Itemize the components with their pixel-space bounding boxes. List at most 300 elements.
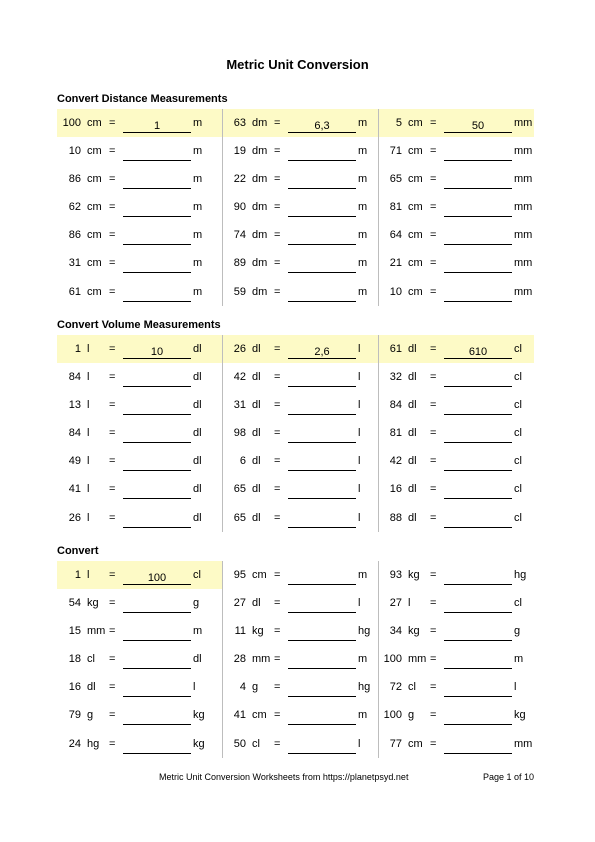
quantity-value: 100 [383, 653, 402, 666]
target-unit: m [358, 653, 368, 666]
equals-sign: = [274, 569, 281, 581]
source-unit: cm [87, 229, 102, 242]
target-unit: mm [514, 737, 533, 750]
source-unit: dm [252, 117, 268, 129]
source-unit: l [87, 511, 90, 524]
problem-cell [57, 673, 222, 701]
quantity-value: 74 [233, 229, 246, 242]
example-cell [222, 109, 378, 137]
source-unit: hg [87, 737, 100, 750]
target-unit: mm [514, 257, 533, 270]
quantity-value: 26 [68, 511, 81, 524]
target-unit: mm [514, 201, 533, 214]
equals-sign: = [430, 201, 437, 214]
target-unit: m [193, 173, 203, 186]
target-unit: mm [514, 117, 533, 129]
answer-blank[interactable]: 100 [123, 572, 191, 585]
quantity-value: 34 [389, 625, 402, 638]
problem-cell [222, 504, 378, 532]
problem-cell [57, 701, 222, 729]
quantity-value: 77 [389, 737, 402, 750]
quantity-value: 54 [68, 597, 81, 610]
target-unit: m [193, 145, 203, 158]
equals-sign: = [274, 117, 281, 129]
answer-blank[interactable] [288, 684, 356, 697]
target-unit: cl [514, 597, 522, 610]
target-unit: hg [358, 681, 371, 694]
source-unit: dl [408, 399, 417, 412]
problem-cell [222, 447, 378, 475]
equals-sign: = [430, 455, 437, 468]
target-unit: cl [514, 371, 522, 384]
problem-cell [378, 165, 534, 193]
equals-sign: = [430, 653, 437, 666]
problem-cell [378, 249, 534, 277]
target-unit: kg [514, 709, 526, 722]
equals-sign: = [274, 597, 281, 610]
example-cell [378, 335, 534, 363]
source-unit: cm [87, 201, 102, 214]
target-unit: cl [193, 569, 201, 581]
equals-sign: = [430, 597, 437, 610]
quantity-value: 27 [233, 597, 246, 610]
equals-sign: = [109, 427, 116, 440]
answer-blank[interactable] [123, 684, 191, 697]
answer-blank[interactable] [444, 260, 512, 273]
answer-blank[interactable] [123, 289, 191, 302]
problem-cell [378, 701, 534, 729]
problem-cell [378, 363, 534, 391]
source-unit: l [87, 427, 90, 440]
target-unit: m [358, 117, 368, 129]
quantity-value: 49 [68, 455, 81, 468]
quantity-value: 81 [389, 427, 402, 440]
problem-cell [222, 617, 378, 645]
answer-blank[interactable] [288, 232, 356, 245]
target-unit: hg [358, 625, 371, 638]
source-unit: dl [252, 455, 261, 468]
answer-blank[interactable] [288, 148, 356, 161]
source-unit: dl [408, 371, 417, 384]
equals-sign: = [109, 257, 116, 270]
target-unit: m [193, 229, 203, 242]
quantity-value: 62 [68, 201, 81, 214]
equals-sign: = [109, 117, 116, 129]
quantity-value: 42 [233, 371, 246, 384]
section-title: Convert Distance Measurements [57, 93, 228, 105]
answer-blank[interactable] [444, 600, 512, 613]
quantity-value: 95 [233, 569, 246, 581]
answer-blank[interactable] [123, 628, 191, 641]
equals-sign: = [430, 483, 437, 496]
example-cell [378, 109, 534, 137]
source-unit: dl [408, 427, 417, 440]
answer-blank[interactable] [444, 289, 512, 302]
target-unit: dl [193, 653, 202, 666]
quantity-value: 27 [389, 597, 402, 610]
answer-blank[interactable] [288, 628, 356, 641]
equals-sign: = [430, 285, 437, 298]
source-unit: cm [87, 117, 102, 129]
answer-blank[interactable] [288, 374, 356, 387]
target-unit: l [514, 681, 517, 694]
quantity-value: 59 [233, 285, 246, 298]
answer-blank[interactable] [444, 430, 512, 443]
answer-blank[interactable] [444, 232, 512, 245]
equals-sign: = [274, 455, 281, 468]
source-unit: cm [87, 285, 102, 298]
equals-sign: = [274, 483, 281, 496]
column-divider [378, 561, 379, 758]
source-unit: dl [252, 343, 261, 355]
problem-cell [378, 561, 534, 589]
equals-sign: = [430, 145, 437, 158]
problem-cell [222, 391, 378, 419]
answer-blank[interactable] [123, 486, 191, 499]
answer-blank[interactable] [123, 176, 191, 189]
answer-blank[interactable]: 10 [123, 346, 191, 359]
target-unit: l [193, 681, 196, 694]
target-unit: m [193, 117, 203, 129]
problem-row [57, 419, 534, 447]
source-unit: cm [252, 709, 267, 722]
problem-cell [57, 447, 222, 475]
quantity-value: 86 [68, 173, 81, 186]
problem-cell [222, 673, 378, 701]
answer-blank[interactable] [444, 741, 512, 754]
problem-cell [57, 730, 222, 758]
problem-row [57, 193, 534, 221]
source-unit: dl [408, 455, 417, 468]
problem-cell [378, 278, 534, 306]
target-unit: m [358, 145, 368, 158]
answer-blank[interactable]: 2,6 [288, 346, 356, 359]
problem-cell [378, 673, 534, 701]
problem-cell [57, 645, 222, 673]
quantity-value: 10 [68, 145, 81, 158]
answer-blank[interactable] [288, 458, 356, 471]
quantity-value: 4 [239, 681, 246, 694]
footer-page-number: Page 1 of 10 [483, 772, 535, 782]
problem-cell [57, 391, 222, 419]
quantity-value: 84 [389, 399, 402, 412]
equals-sign: = [109, 201, 116, 214]
equals-sign: = [274, 343, 281, 355]
answer-blank[interactable]: 1 [123, 120, 191, 133]
problem-cell [222, 561, 378, 589]
source-unit: cm [408, 257, 423, 270]
answer-blank[interactable] [288, 402, 356, 415]
equals-sign: = [274, 399, 281, 412]
source-unit: cm [408, 117, 423, 129]
column-divider [222, 561, 223, 758]
column-divider [378, 335, 379, 532]
source-unit: l [87, 455, 90, 468]
conversion-grid [57, 109, 534, 306]
problem-cell [222, 221, 378, 249]
equals-sign: = [274, 709, 281, 722]
answer-blank[interactable] [444, 176, 512, 189]
equals-sign: = [274, 371, 281, 384]
answer-blank[interactable] [444, 486, 512, 499]
quantity-value: 84 [68, 427, 81, 440]
column-divider [222, 335, 223, 532]
answer-blank[interactable] [123, 656, 191, 669]
example-cell [57, 335, 222, 363]
quantity-value: 88 [389, 511, 402, 524]
problem-cell [378, 193, 534, 221]
conversion-grid [57, 561, 534, 758]
target-unit: dl [193, 483, 202, 496]
column-divider [222, 109, 223, 306]
equals-sign: = [109, 483, 116, 496]
quantity-value: 22 [233, 173, 246, 186]
source-unit: mm [252, 653, 271, 666]
answer-blank[interactable] [288, 176, 356, 189]
equals-sign: = [109, 597, 116, 610]
quantity-value: 31 [68, 257, 81, 270]
problem-cell [222, 701, 378, 729]
equals-sign: = [109, 653, 116, 666]
equals-sign: = [109, 371, 116, 384]
problem-cell [57, 165, 222, 193]
answer-blank[interactable]: 6,3 [288, 120, 356, 133]
target-unit: m [358, 569, 368, 581]
quantity-value: 15 [68, 625, 81, 638]
answer-blank[interactable]: 50 [444, 120, 512, 133]
answer-blank[interactable] [123, 741, 191, 754]
problem-cell [378, 730, 534, 758]
equals-sign: = [430, 229, 437, 242]
target-unit: l [358, 399, 361, 412]
quantity-value: 41 [68, 483, 81, 496]
problem-cell [378, 504, 534, 532]
problem-cell [57, 193, 222, 221]
problem-cell [57, 249, 222, 277]
example-cell [57, 109, 222, 137]
target-unit: dl [193, 399, 202, 412]
target-unit: l [358, 371, 361, 384]
quantity-value: 84 [68, 371, 81, 384]
conversion-grid [57, 335, 534, 532]
equals-sign: = [430, 117, 437, 129]
answer-blank[interactable] [123, 232, 191, 245]
target-unit: mm [514, 285, 533, 298]
quantity-value: 1 [74, 343, 81, 355]
target-unit: m [193, 257, 203, 270]
answer-blank[interactable] [288, 430, 356, 443]
answer-blank[interactable] [444, 148, 512, 161]
source-unit: cm [408, 173, 423, 186]
equals-sign: = [274, 653, 281, 666]
source-unit: mm [87, 625, 106, 638]
example-cell [57, 561, 222, 589]
source-unit: dl [252, 399, 261, 412]
answer-blank[interactable] [123, 600, 191, 613]
answer-blank[interactable] [444, 458, 512, 471]
answer-blank[interactable] [123, 402, 191, 415]
quantity-value: 63 [233, 117, 246, 129]
column-divider [378, 109, 379, 306]
answer-blank[interactable] [444, 684, 512, 697]
problem-cell [222, 249, 378, 277]
problem-row [57, 589, 534, 617]
problem-cell [57, 221, 222, 249]
target-unit: cl [514, 511, 522, 524]
target-unit: mm [514, 229, 533, 242]
problem-row [57, 137, 534, 165]
answer-blank[interactable] [288, 289, 356, 302]
problem-cell [378, 475, 534, 503]
quantity-value: 18 [68, 653, 81, 666]
source-unit: dl [408, 511, 417, 524]
target-unit: mm [514, 145, 533, 158]
problem-cell [378, 447, 534, 475]
target-unit: m [358, 257, 368, 270]
answer-blank[interactable] [288, 260, 356, 273]
problem-cell [57, 278, 222, 306]
target-unit: dl [193, 511, 202, 524]
target-unit: dl [193, 427, 202, 440]
equals-sign: = [430, 569, 437, 581]
problem-cell [378, 391, 534, 419]
source-unit: g [252, 681, 259, 694]
quantity-value: 61 [68, 285, 81, 298]
quantity-value: 89 [233, 257, 246, 270]
answer-blank[interactable] [444, 402, 512, 415]
target-unit: m [514, 653, 524, 666]
source-unit: cm [252, 569, 267, 581]
quantity-value: 13 [68, 399, 81, 412]
answer-blank[interactable] [444, 572, 512, 585]
equals-sign: = [109, 569, 116, 581]
problem-row [57, 701, 534, 729]
target-unit: l [358, 343, 361, 355]
source-unit: l [87, 399, 90, 412]
target-unit: l [358, 455, 361, 468]
equals-sign: = [274, 229, 281, 242]
answer-blank[interactable] [123, 260, 191, 273]
problem-row [57, 278, 534, 306]
quantity-value: 100 [383, 709, 402, 722]
answer-blank[interactable] [123, 515, 191, 528]
problem-cell [57, 589, 222, 617]
problem-cell [222, 645, 378, 673]
example-row [57, 335, 534, 363]
answer-blank[interactable] [123, 712, 191, 725]
target-unit: m [193, 625, 203, 638]
problem-cell [222, 419, 378, 447]
equals-sign: = [430, 511, 437, 524]
answer-blank[interactable] [288, 656, 356, 669]
answer-blank[interactable] [288, 515, 356, 528]
target-unit: dl [193, 371, 202, 384]
equals-sign: = [274, 173, 281, 186]
problem-cell [57, 137, 222, 165]
answer-blank[interactable] [444, 628, 512, 641]
answer-blank[interactable]: 610 [444, 346, 512, 359]
problem-cell [57, 475, 222, 503]
answer-blank[interactable] [123, 148, 191, 161]
source-unit: kg [87, 597, 99, 610]
section-title: Convert [57, 545, 99, 557]
target-unit: m [193, 285, 203, 298]
answer-blank[interactable] [288, 600, 356, 613]
problem-row [57, 391, 534, 419]
target-unit: m [358, 201, 368, 214]
source-unit: cm [87, 145, 102, 158]
quantity-value: 50 [233, 737, 246, 750]
answer-blank[interactable] [444, 204, 512, 217]
source-unit: cl [87, 653, 95, 666]
source-unit: cm [408, 229, 423, 242]
problem-row [57, 165, 534, 193]
equals-sign: = [274, 737, 281, 750]
equals-sign: = [274, 427, 281, 440]
target-unit: kg [193, 709, 205, 722]
target-unit: cl [514, 455, 522, 468]
problem-cell [222, 475, 378, 503]
quantity-value: 64 [389, 229, 402, 242]
source-unit: dm [252, 285, 268, 298]
source-unit: dm [252, 257, 268, 270]
answer-blank[interactable] [123, 458, 191, 471]
target-unit: dl [193, 455, 202, 468]
equals-sign: = [274, 285, 281, 298]
equals-sign: = [430, 681, 437, 694]
answer-blank[interactable] [444, 374, 512, 387]
equals-sign: = [109, 709, 116, 722]
problem-row [57, 363, 534, 391]
source-unit: l [87, 483, 90, 496]
answer-blank[interactable] [123, 374, 191, 387]
answer-blank[interactable] [288, 204, 356, 217]
source-unit: l [87, 569, 90, 581]
problem-cell [57, 419, 222, 447]
answer-blank[interactable] [444, 656, 512, 669]
source-unit: dl [252, 511, 261, 524]
source-unit: kg [408, 569, 420, 581]
source-unit: dm [252, 145, 268, 158]
answer-blank[interactable] [288, 712, 356, 725]
quantity-value: 31 [233, 399, 246, 412]
answer-blank[interactable] [288, 741, 356, 754]
source-unit: dl [252, 483, 261, 496]
problem-cell [57, 504, 222, 532]
equals-sign: = [109, 625, 116, 638]
problem-cell [57, 363, 222, 391]
source-unit: l [87, 371, 90, 384]
example-row [57, 561, 534, 589]
source-unit: cl [408, 681, 416, 694]
answer-blank[interactable] [444, 712, 512, 725]
answer-blank[interactable] [288, 486, 356, 499]
quantity-value: 26 [233, 343, 246, 355]
source-unit: l [408, 597, 411, 610]
quantity-value: 98 [233, 427, 246, 440]
source-unit: dl [408, 483, 417, 496]
answer-blank[interactable] [444, 515, 512, 528]
target-unit: g [514, 625, 521, 638]
section-title: Convert Volume Measurements [57, 319, 221, 331]
answer-blank[interactable] [123, 430, 191, 443]
problem-cell [222, 278, 378, 306]
footer-source: Metric Unit Conversion Worksheets from https://planetpsyd.net [159, 772, 409, 782]
problem-cell [222, 589, 378, 617]
answer-blank[interactable] [123, 204, 191, 217]
source-unit: cm [87, 257, 102, 270]
answer-blank[interactable] [288, 572, 356, 585]
